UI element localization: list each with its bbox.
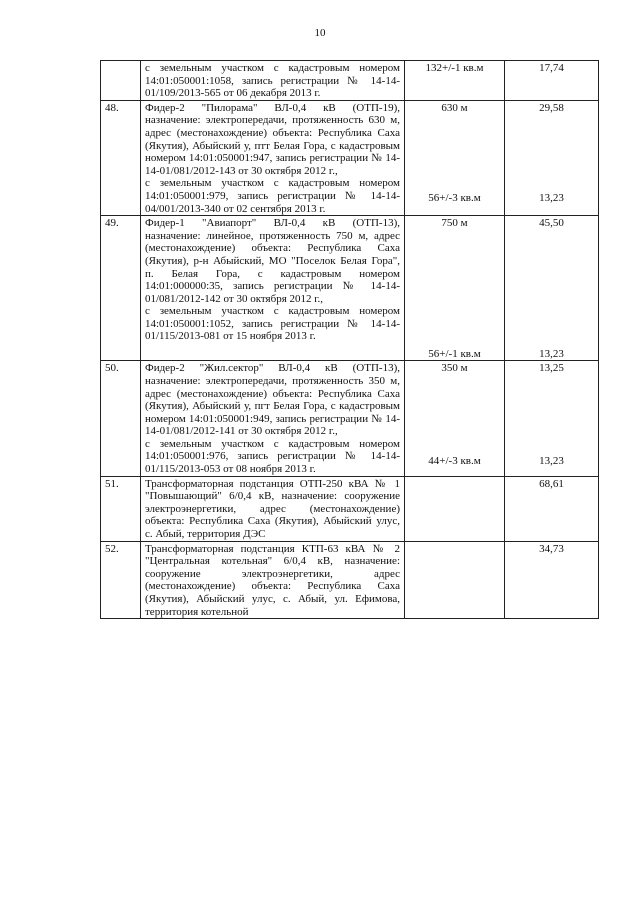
object-description <box>141 61 405 101</box>
row-number: 51. <box>101 476 141 541</box>
page-number: 10 <box>314 27 326 39</box>
value-entry: 34,73 <box>539 542 564 555</box>
object-size <box>405 541 505 619</box>
object-description <box>141 476 405 541</box>
row-number: 52. <box>101 541 141 619</box>
table-row <box>101 476 599 541</box>
object-main-text: Фидер-2 "Жил.сектор" ВЛ-0,4 кВ (ОТП-13), назначение: электропередачи, протяженность 350 м, адрес (местонахождение) объекта: Республика Саха (Якутия), Абыйский у, пгт Белая Гора, с кадастровым номером 14:01:050001:949, запись регистрации № 14-14-01/081/2012-141 от 30 октября 2012 г., <box>145 362 400 438</box>
value-entry: 29,58 <box>539 101 564 114</box>
object-value <box>505 361 599 476</box>
table-row <box>101 100 599 215</box>
object-description <box>141 216 405 361</box>
value-entry: 17,74 <box>539 62 564 74</box>
land-plot-text: с земельным участком с кадастровым номером 14:01:050001:979, запись регистрации № 14-14-04/001/2013-340 от 02 сентября 2013 г. <box>145 177 400 215</box>
object-size <box>405 61 505 101</box>
value-entry: 13,23 <box>539 454 564 467</box>
table-row <box>101 216 599 361</box>
value-entry: 68,61 <box>539 477 564 490</box>
object-description <box>141 541 405 619</box>
object-value <box>505 476 599 541</box>
size-entry: 350 м <box>441 362 468 375</box>
object-value <box>505 541 599 619</box>
row-number <box>101 61 141 101</box>
table-body <box>101 61 599 619</box>
row-number: 48. <box>101 100 141 215</box>
value-entry: 13,23 <box>539 192 564 205</box>
size-entry: 750 м <box>441 217 468 230</box>
land-plot-text: с земельным участком с кадастровым номером 14:01:050001:1052, запись регистрации № 14-14-01/115/2013-081 от 15 ноября 2013 г. <box>145 305 400 343</box>
object-description <box>141 361 405 476</box>
object-size <box>405 216 505 361</box>
value-entry: 13,23 <box>539 347 564 360</box>
object-value <box>505 100 599 215</box>
table-row <box>101 361 599 476</box>
object-main-text: Трансформаторная подстанция ОТП-250 кВА № 1 "Повышающий" 6/0,4 кВ, назначение: сооружение электроэнергетики, адрес (местонахождение) объекта: Республика Саха (Якутия), Абыйский улус, с. Абый, территория ДЭС <box>145 477 400 541</box>
object-main-text: Фидер-2 "Пилорама" ВЛ-0,4 кВ (ОТП-19), назначение: электропередачи, протяженность 630 м, адрес (местонахождение) объекта: Республика Саха (Якутия), Абыйский у, птт Белая Гора, с кадастровым номером 14:01:050001:947, запись регистрации № 14-14-01/081/2012-143 от 30 октября 2012 г., <box>145 101 400 177</box>
object-size <box>405 100 505 215</box>
row-number: 49. <box>101 216 141 361</box>
land-plot-text: с земельным участком с кадастровым номером 14:01:050001:976, запись регистрации № 14-14-01/115/2013-053 от 08 ноября 2013 г. <box>145 437 400 476</box>
object-description <box>141 100 405 215</box>
value-entry: 13,25 <box>539 362 564 375</box>
property-registry-table <box>100 60 599 619</box>
land-plot-text: с земельным участком с кадастровым номером 14:01:050001:1058, запись регистрации № 14-14-01/109/2013-565 от 06 декабря 2013 г. <box>145 62 400 100</box>
object-value <box>505 216 599 361</box>
object-value <box>505 61 599 101</box>
table-row <box>101 61 599 101</box>
object-main-text: Трансформаторная подстанция КТП-63 кВА № 2 "Центральная котельная" 6/0,4 кВ, назначение: сооружение электроэнергетики, адрес (местонахождение) объекта: Республика Саха (Якутия), Абыйский улус, с. Абый, ул. Ефимова, территория котельной <box>145 542 400 618</box>
size-entry: 56+/-3 кв.м <box>428 192 481 205</box>
size-entry: 56+/-1 кв.м <box>428 347 481 360</box>
object-main-text: Фидер-1 "Авиапорт" ВЛ-0,4 кВ (ОТП-13), назначение: линейное, протяженность 750 м, адрес (местонахождение) объекта: Республика Саха (Якутия), р-н Абыйский, МО "Поселок Белая Гора", п. Белая Гора, с кадастровым номером 14:01:000000:35, запись регистрации № 14-14-01/081/2012-142 от 30 октября 2012 г., <box>145 217 400 305</box>
object-size <box>405 361 505 476</box>
size-entry: 132+/-1 кв.м <box>425 62 484 74</box>
row-number: 50. <box>101 361 141 476</box>
size-entry: 630 м <box>441 101 468 114</box>
object-size <box>405 476 505 541</box>
table-row <box>101 541 599 619</box>
value-entry: 45,50 <box>539 217 564 230</box>
size-entry: 44+/-3 кв.м <box>428 454 481 467</box>
